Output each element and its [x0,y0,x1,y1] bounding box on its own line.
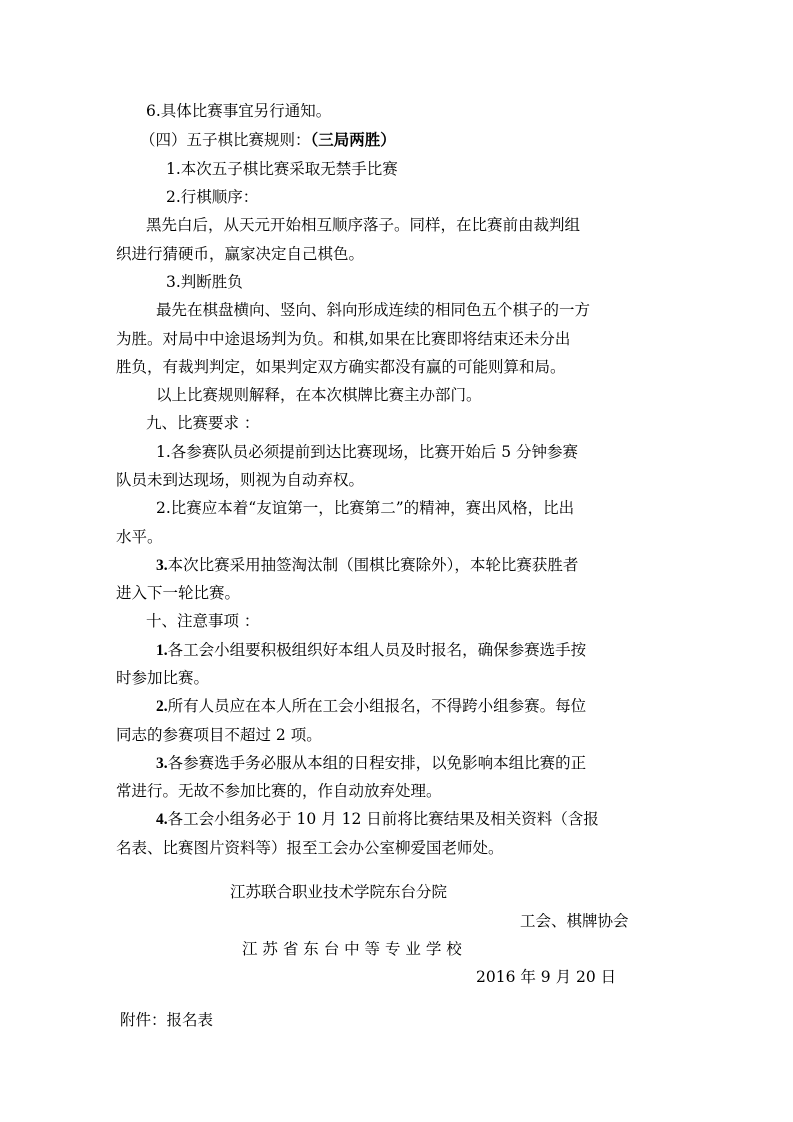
note-1-text: 各工会小组要积极组织好本组人员及时报名，确保参赛选手按 [167,641,587,659]
req-2-line-2: 水平。 [116,528,163,546]
rule-3-paragraph-line-1: 最先在棋盘横向、竖向、斜向形成连续的相同色五个棋子的一方 [156,301,591,319]
rule-3-paragraph-line-2: 为胜。对局中中途退场判为负。和棋,如果在比赛即将结束还未分出 [116,330,571,348]
rule-3-paragraph-line-3: 胜负，有裁判判定，如果判定双方确实都没有赢的可能则算和局。 [116,358,566,376]
note-1-number: 1. [156,642,168,659]
note-1-line-2: 时参加比赛。 [116,669,210,687]
attachment-note: 附件：报名表 [120,1011,214,1029]
req-3-number: 3. [156,557,168,574]
section-9-heading: 九、比赛要求 ： [146,414,260,432]
note-4-line-1 [156,808,599,831]
note-2-text: 所有人员应在本人所在工会小组报名，不得跨小组参赛。每位 [167,697,587,715]
note-4-number: 4. [156,811,168,828]
note-4-text: 各工会小组务必于 10 月 12 日前将比赛结果及相关资料（含报 [167,810,599,828]
signature-org-union: 工会、棋牌协会 [520,912,629,930]
note-2-line-1 [156,695,586,718]
req-3-line-2: 进入下一轮比赛。 [116,584,241,602]
req-1-line-1: 1.各参赛队员必须提前到达比赛现场，比赛开始后 5 分钟参赛 [156,443,579,461]
rule-2-paragraph-line-2: 织进行猜硬币，赢家决定自己棋色。 [116,245,365,263]
note-2-number: 2. [156,698,168,715]
note-3-line-1 [156,752,586,775]
note-2-line-2: 同志的参赛项目不超过 2 项。 [116,726,322,744]
item-6-text: 6.具体比赛事宜另行通知。 [146,102,332,120]
section-10-heading: 十、注意事项 ： [146,612,260,630]
signature-org-branch: 江苏联合职业技术学院东台分院 [230,883,448,901]
note-3-line-2: 常进行。无故不参加比赛的，作自动放弃处理。 [116,782,442,800]
note-4-line-2: 名表、比赛图片资料等）报至工会办公室柳爱国老师处。 [116,839,504,857]
note-3-number: 3. [156,755,168,772]
gomoku-rules-format: （三局两胜） [310,130,396,149]
rule-2-heading: 2.行棋顺序： [166,188,259,206]
req-1-line-2: 队员未到达现场，则视为自动弃权。 [116,471,365,489]
signature-date: 2016 年 9 月 20 日 [476,968,617,986]
req-3-text: 本次比赛采用抽签淘汰制（围棋比赛除外），本轮比赛获胜者 [167,556,579,574]
rule-3-heading: 3.判断胜负 [166,273,243,291]
rules-interpretation-note: 以上比赛规则解释，在本次棋牌比赛主办部门。 [156,386,482,404]
gomoku-rules-heading-text: （四）五子棋比赛规则： [140,131,311,149]
gomoku-rules-heading [140,129,396,151]
note-1-line-1 [156,639,586,662]
rule-2-paragraph-line-1: 黑先白后，从天元开始相互顺序落子。同样，在比赛前由裁判组 [146,216,581,234]
req-2-line-1: 2.比赛应本着“友谊第一，比赛第二”的精神，赛出风格，比出 [156,499,575,517]
note-3-text: 各参赛选手务必服从本组的日程安排，以免影响本组比赛的正 [167,754,587,772]
rule-1-text: 1.本次五子棋比赛采取无禁手比赛 [166,160,398,178]
signature-org-school: 江 苏 省 东 台 中 等 专 业 学 校 [242,940,462,958]
req-3-line-1 [156,554,578,577]
